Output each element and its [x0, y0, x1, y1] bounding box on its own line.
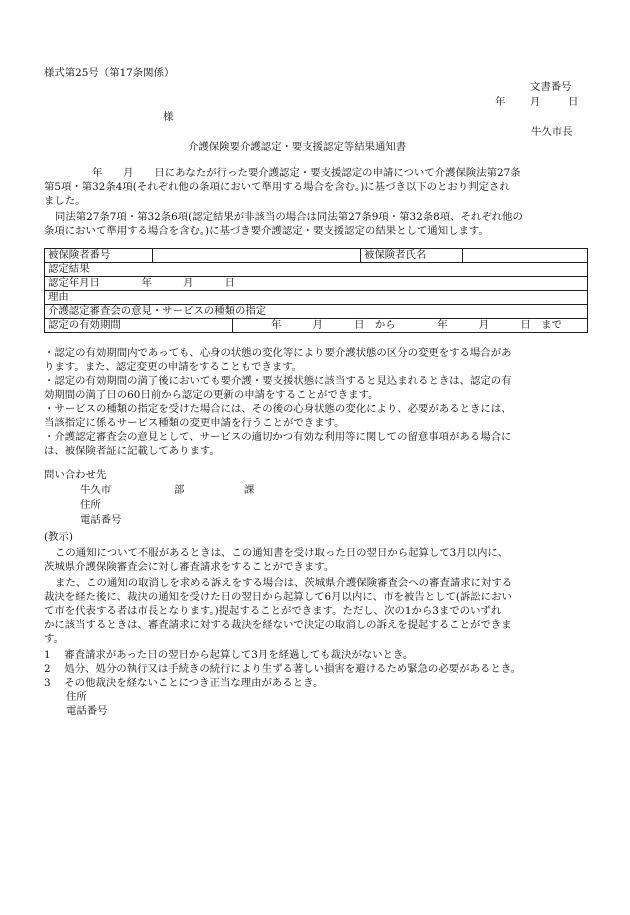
contact-section: 課	[244, 484, 255, 496]
instruction-section	[44, 530, 589, 718]
certification-date: 認定年月日 年 月 日	[45, 277, 588, 291]
contact-dept: 部	[174, 484, 185, 496]
intro-paragraph	[44, 166, 589, 238]
note-line: ・認定の有効期間の満了後においても要介護・要支援状態に該当すると見込まれるときは、認定の有	[44, 375, 512, 387]
date-year-label: 年	[495, 96, 506, 108]
instruction-item: 3 その他裁決を経ないことにつき正当な理由があるとき。	[44, 677, 324, 689]
intro-line: 条項において準用する場合を含む。)に基づき要介護認定・要支援認定の結果として通知します。	[44, 225, 489, 237]
table-row	[45, 263, 588, 277]
instruction-line: て市を代表する者は市長となります。)提起することができます。ただし、次の1から3までのいずれ	[44, 605, 502, 617]
insured-number-label: 被保険者番号	[45, 249, 153, 263]
date-month-label: 月	[530, 96, 541, 108]
table-row	[45, 305, 588, 319]
note-line: ・介護認定審査会の意見として、サービスの適切かつ有効な利用等に関しての留意事項がある場合に	[44, 431, 512, 443]
table-row	[45, 319, 588, 333]
instruction-heading: (教示)	[44, 531, 73, 543]
table-row	[45, 249, 588, 263]
result-label: 認定結果	[45, 263, 588, 277]
result-table	[44, 248, 588, 333]
intro-line: 第5項・第32条4項(それぞれ他の条項において準用する場合を含む。)に基づき以下のとおり判定され	[44, 181, 510, 193]
document-title: 介護保険要介護認定・要支援認定等結果通知書	[188, 141, 407, 153]
instruction-line: す。	[44, 633, 64, 645]
instruction-line: 茨城県介護保険審査会に対し審査請求をすることができます。	[44, 561, 335, 573]
note-line: 当該指定に係るサービス種類の変更申請を行うことができます。	[44, 417, 345, 429]
contact-label: 問い合わせ先	[44, 469, 107, 481]
notes-list	[44, 346, 589, 458]
instruction-item: 2 処分、処分の執行又は手続きの続行により生ずる著しい損害を避けるため緊急の必要があるとき。	[44, 663, 522, 675]
contact-address-label: 住所	[80, 499, 101, 511]
intro-line: 年 月 日にあなたが行った要介護認定・要支援認定の申請について介護保険法第27条	[92, 167, 521, 179]
instruction-item: 1 審査請求があった日の翌日から起算して3月を経過しても裁決がないとき。	[44, 649, 414, 661]
instruction-line: また、この通知の取消しを求める訴えをする場合は、茨城県介護保険審査会への審査請求に対する	[55, 577, 513, 589]
note-line: は、被保険者証に記載してあります。	[44, 445, 220, 457]
intro-line: 同法第27条7項・第32条6項(認定結果が非該当の場合は同法第27条9項・第32条8項、それぞれ他の	[55, 211, 523, 223]
form-number: 様式第25号（第17条関係）	[44, 67, 175, 79]
intro-line: ました。	[44, 195, 86, 207]
opinion-label: 介護認定審査会の意見・サービスの種類の指定	[45, 305, 588, 319]
instruction-address-label: 住所	[66, 691, 87, 703]
note-line: ・認定の有効期間内であっても、心身の状態の変化等により要介護状態の区分の変更をする場合があ	[44, 347, 512, 359]
date-day-label: 日	[568, 96, 579, 108]
insured-name-value	[463, 249, 588, 263]
reason-label: 理由	[45, 291, 588, 305]
addressee-suffix: 様	[163, 111, 174, 123]
contact-city: 牛久市	[80, 484, 112, 496]
issuer-name: 牛久市長	[531, 126, 573, 138]
note-line: 効期間の満了日の60日前から認定の更新の申請をすることができます。	[44, 389, 379, 401]
insured-number-value	[153, 249, 361, 263]
instruction-line: 裁決を経た後に、裁決の通知を受けた日の翌日から起算して6月以内に、市を被告として(訴訟におい	[44, 591, 512, 603]
note-line: ります。また、認定変更の申請をすることもできます。	[44, 361, 303, 373]
table-row	[45, 277, 588, 291]
validity-label: 認定の有効期間	[45, 319, 233, 333]
note-line: ・サービスの種類の指定を受けた場合には、その後の心身状態の変化により、必要があるときには、	[44, 403, 512, 415]
instruction-line: この通知について不服があるときは、この通知書を受け取った日の翌日から起算して3月以内に、	[55, 547, 509, 559]
validity-range: 年 月 日 から 年 月 日 まで	[233, 319, 588, 333]
insured-name-label: 被保険者氏名	[361, 249, 463, 263]
contact-phone-label: 電話番号	[80, 514, 122, 526]
table-row	[45, 291, 588, 305]
instruction-line: かに該当するときは、審査請求に対する裁決を経ないで決定の取消しの訴えを提起することができま	[44, 619, 512, 631]
document-number-label: 文書番号	[530, 81, 572, 93]
instruction-phone-label: 電話番号	[66, 705, 108, 717]
